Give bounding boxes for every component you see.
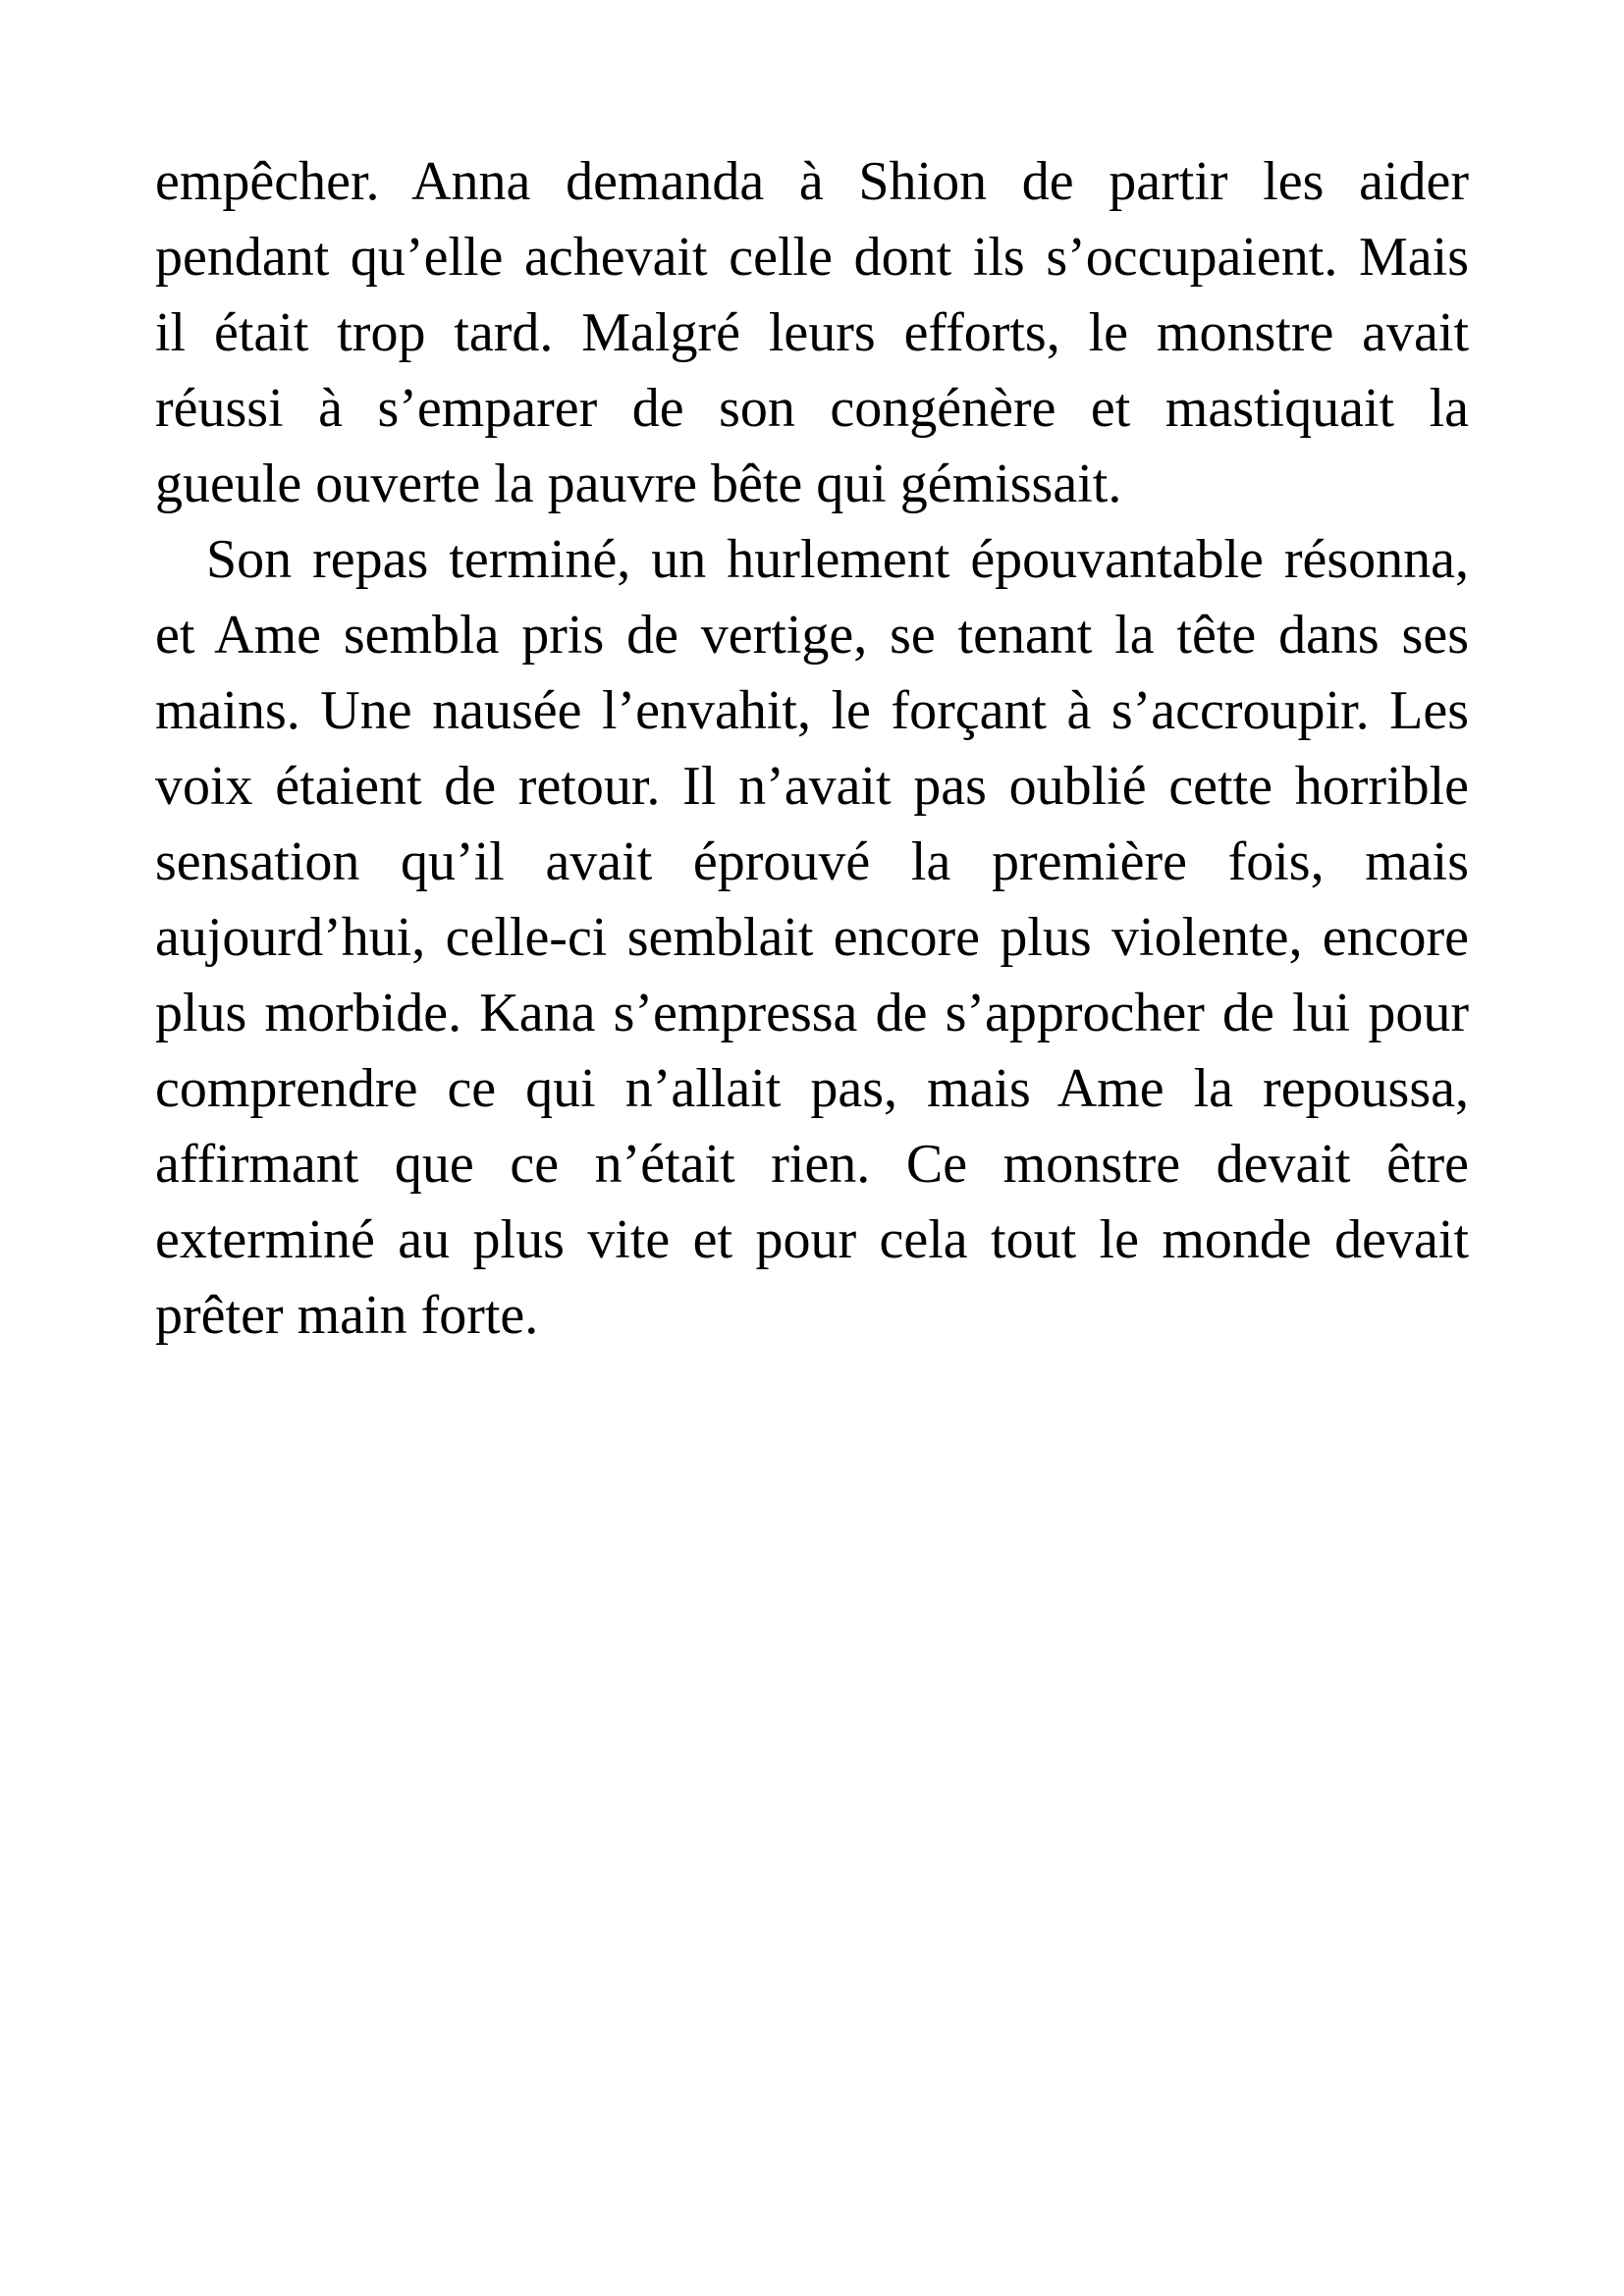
- text-line: gueule ouverte la pauvre bête qui gémissait.: [155, 454, 1122, 514]
- text-line: voix étaient de retour. Il n’avait pas oublié cette horrible: [155, 756, 1469, 817]
- text-line: et Ame sembla pris de vertige, se tenant la tête dans ses: [155, 605, 1469, 666]
- text-line: pendant qu’elle achevait celle dont ils s’occupaient. Mais: [155, 227, 1469, 288]
- text-line: affirmant que ce n’était rien. Ce monstre devait être: [155, 1134, 1469, 1195]
- text-line: sensation qu’il avait éprouvé la première fois, mais: [155, 831, 1469, 892]
- text-line: comprendre ce qui n’allait pas, mais Ame la repoussa,: [155, 1058, 1469, 1119]
- text-line: empêcher. Anna demanda à Shion de partir les aider: [155, 151, 1469, 212]
- text-line: prêter main forte.: [155, 1285, 539, 1346]
- text-line: réussi à s’emparer de son congénère et mastiquait la: [155, 378, 1469, 439]
- page-text: [155, 144, 1469, 1354]
- text-line: Son repas terminé, un hurlement épouvantable résonna,: [206, 529, 1469, 590]
- text-line: il était trop tard. Malgré leurs efforts, le monstre avait: [155, 302, 1469, 363]
- text-line: mains. Une nausée l’envahit, le forçant à s’accroupir. Les: [155, 680, 1469, 741]
- text-line: aujourd’hui, celle-ci semblait encore plus violente, encore: [155, 907, 1469, 968]
- text-line: exterminé au plus vite et pour cela tout le monde devait: [155, 1209, 1469, 1270]
- text-line: plus morbide. Kana s’empressa de s’approcher de lui pour: [155, 983, 1469, 1043]
